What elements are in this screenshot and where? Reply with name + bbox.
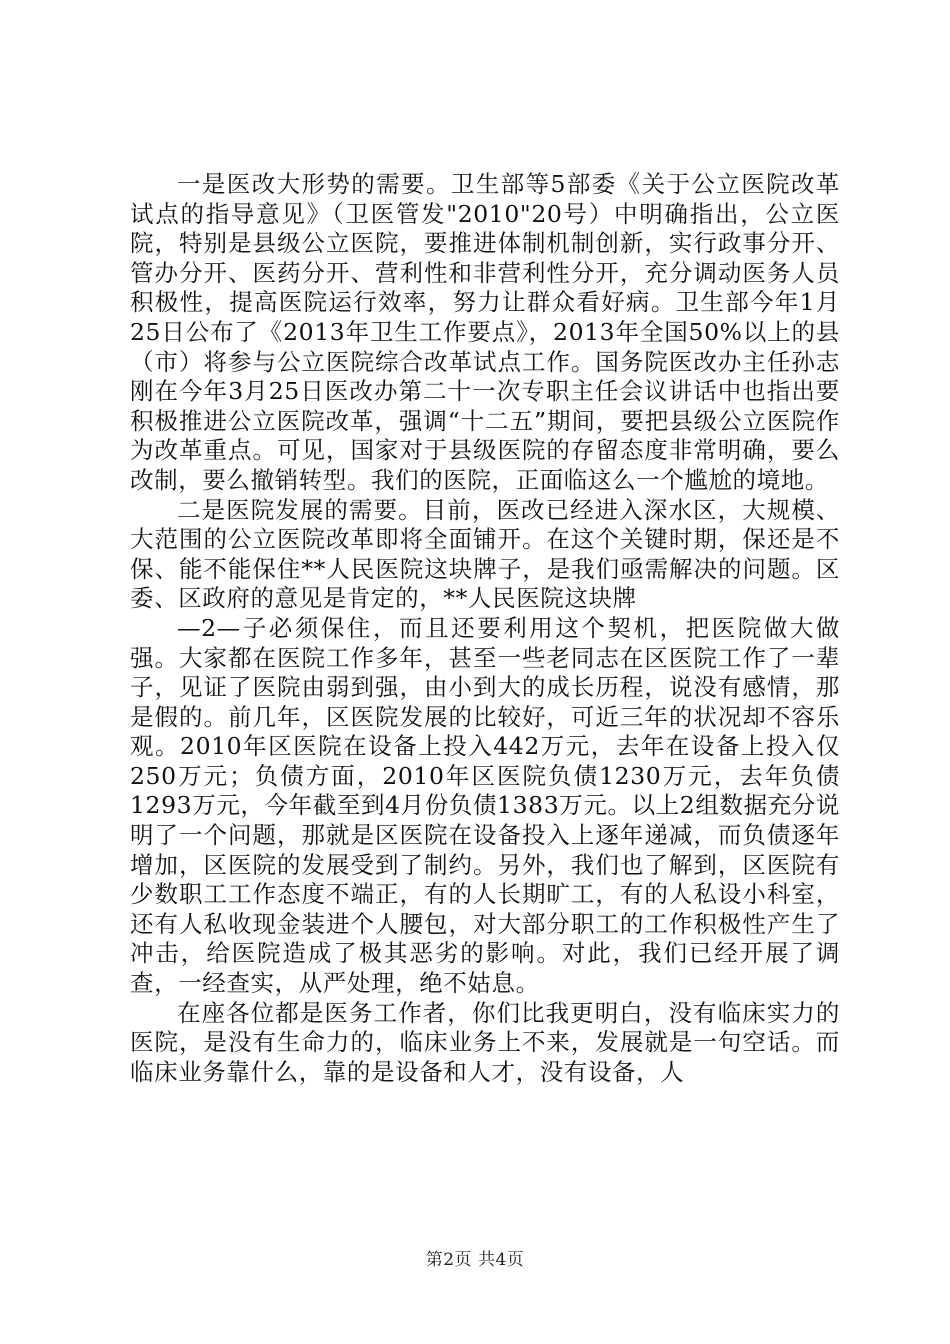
- page-footer: 第2页 共4页: [425, 1250, 525, 1270]
- paragraph-3: —2—子必须保住，而且还要利用这个契机，把医院做大做强。大家都在医院工作多年，甚至一些老同志在区医院工作了一辈子，见证了医院由弱到强，由小到大的成长历程，说没有感情，那是假的。前几年，区医院发展的比较好，可近三年的状况却不容乐观。2010年区医院在设备上投入442万元，去年在设备上投入仅250万元；负债方面，2010年区医院负债1230万元，去年负债1293万元，今年截至到4月份负债1383万元。以上2组数据充分说明了一个问题，那就是区医院在设备投入上逐年递减，而负债逐年增加，区医院的发展受到了制约。另外，我们也了解到，区医院有少数职工工作态度不端正，有的人长期旷工，有的人私设小科室，还有人私收现金装进个人腰包，对大部分职工的工作积极性产生了冲击，给医院造成了极其恶劣的影响。对此，我们已经开展了调查，一经查实，从严处理，绝不姑息。: [130, 613, 840, 998]
- paragraph-1: 一是医改大形势的需要。卫生部等5部委《关于公立医院改革试点的指导意见》（卫医管发"2010"20号）中明确指出，公立医院，特别是县级公立医院，要推进体制机制创新，实行政事分开、管办分开、医药分开、营利性和非营利性分开，充分调动医务人员积极性，提高医院运行效率，努力让群众看好病。卫生部今年1月25日公布了《2013年卫生工作要点》，2013年全国50%以上的县（市）将参与公立医院综合改革试点工作。国务院医改办主任孙志刚在今年3月25日医改办第二十一次专职主任会议讲话中也指出要积极推进公立医院改革，强调“十二五”期间，要把县级公立医院作为改革重点。可见，国家对于县级医院的存留态度非常明确，要么改制，要么撤销转型。我们的医院，正面临这么一个尴尬的境地。: [130, 170, 840, 494]
- paragraph-4: 在座各位都是医务工作者，你们比我更明白，没有临床实力的医院，是没有生命力的，临床业务上不来，发展就是一句空话。而临床业务靠什么，靠的是设备和人才，没有设备，人: [130, 998, 840, 1086]
- paragraph-2: 二是医院发展的需要。目前，医改已经进入深水区，大规模、大范围的公立医院改革即将全面铺开。在这个关键时期，保还是不保、能不能保住**人民医院这块牌子，是我们亟需解决的问题。区委、区政府的意见是肯定的，**人民医院这块牌: [130, 495, 840, 613]
- document-body: [130, 170, 840, 1087]
